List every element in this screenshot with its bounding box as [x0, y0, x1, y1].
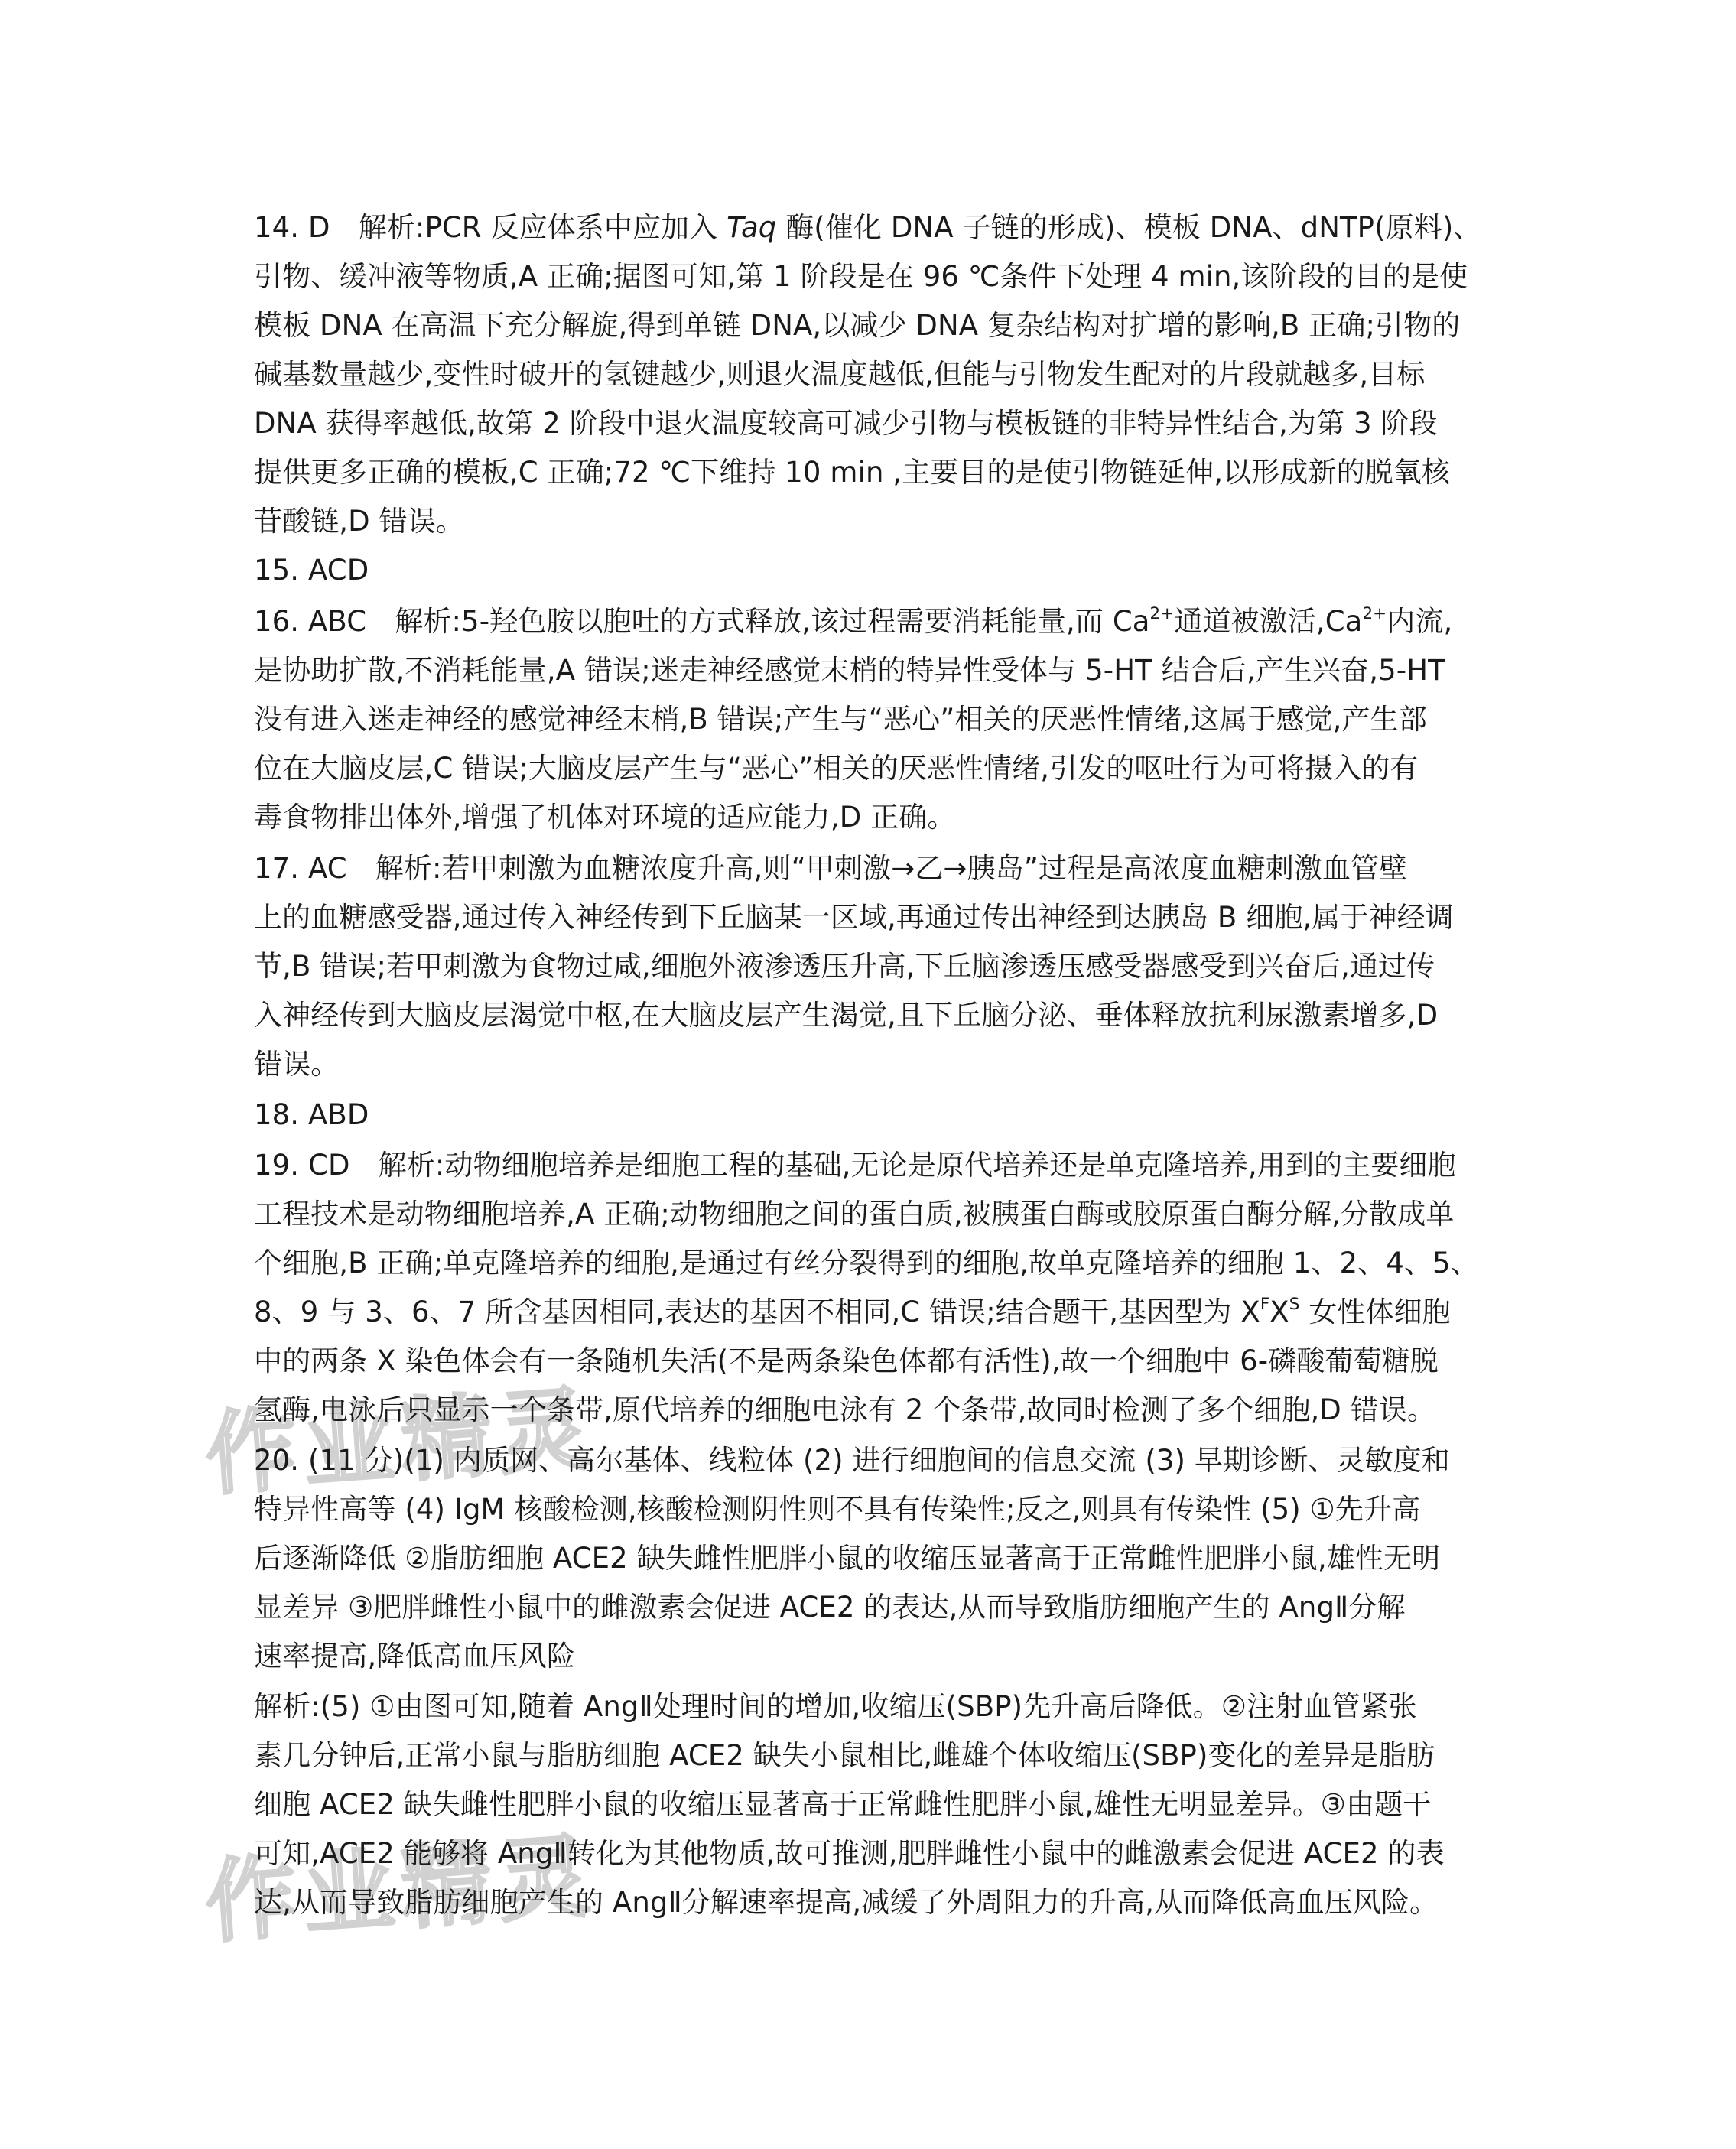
text-line: 素几分钟后,正常小鼠与脂肪细胞 ACE2 缺失小鼠相比,雌雄个体收缩压(SBP)变化的差异是脂肪	[254, 1739, 1435, 1772]
text-line: 碱基数量越少,变性时破开的氢键越少,则退火温度越低,但能与引物发生配对的片段就越多,目标	[254, 358, 1426, 391]
text-line: 解析:(5) ①由图可知,随着 AngⅡ处理时间的增加,收缩压(SBP)先升高后降低。②注射血管紧张	[254, 1690, 1417, 1723]
text-line: 19. CD 解析:动物细胞培养是细胞工程的基础,无论是原代培养还是单克隆培养,用到的主要细胞	[254, 1149, 1456, 1182]
text-line: 细胞 ACE2 缺失雌性肥胖小鼠的收缩压显著高于正常雌性肥胖小鼠,雄性无明显差异。③由题干	[254, 1788, 1432, 1821]
answer-line: 15. ACD	[254, 554, 369, 587]
text-line: 工程技术是动物细胞培养,A 正确;动物细胞之间的蛋白质,被胰蛋白酶或胶原蛋白酶分解,分散成单	[254, 1198, 1455, 1231]
text-line: 中的两条 X 染色体会有一条随机失活(不是两条染色体都有活性),故一个细胞中 6-磷酸葡萄糖脱	[254, 1344, 1439, 1377]
text-line: 16. ABC 解析:5-羟色胺以胞吐的方式释放,该过程需要消耗能量,而 $Ca^{2+}$通道被激活$,Ca^{2+}$内流,	[254, 603, 1453, 638]
text-line: 位在大脑皮层,C 错误;大脑皮层产生与“恶心”相关的厌恶性情绪,引发的呕吐行为可将摄入的有	[254, 752, 1419, 785]
text-line: 17. AC 解析:若甲刺激为血糖浓度升高,则“甲刺激→乙→胰岛”过程是高浓度血糖刺激血管壁	[254, 852, 1408, 885]
text-line: 特异性高等 (4) IgM 核酸检测,核酸检测阴性则不具有传染性;反之,则具有传染性 (5) ①先升高	[254, 1493, 1421, 1526]
text-line: 毒食物排出体外,增强了机体对环境的适应能力,D 正确。	[254, 801, 956, 834]
answer-line: 18. ABD	[254, 1098, 369, 1131]
text-line: 苷酸链,D 错误。	[254, 505, 464, 538]
text-line: 没有进入迷走神经的感觉神经末梢,B 错误;产生与“恶心”相关的厌恶性情绪,这属于感觉,产生部	[254, 703, 1427, 736]
text-line: 引物、缓冲液等物质,A 正确;据图可知,第 1 阶段是在 96 ℃条件下处理 4 min,该阶段的目的是使	[254, 260, 1468, 293]
text-line: 入神经传到大脑皮层渴觉中枢,在大脑皮层产生渴觉,且下丘脑分泌、垂体释放抗利尿激素增多,D	[254, 999, 1439, 1032]
text-line: 氢酶,电泳后只显示一个条带,原代培养的细胞电泳有 2 个条带,故同时检测了多个细胞,D 错误。	[254, 1393, 1436, 1426]
text-line: 上的血糖感受器,通过传入神经传到下丘脑某一区域,再通过传出神经到达胰岛 B 细胞,属于神经调	[254, 901, 1454, 934]
text-line: 后逐渐降低 ②脂肪细胞 ACE2 缺失雌性肥胖小鼠的收缩压显著高于正常雌性肥胖小鼠,雄性无明	[254, 1542, 1441, 1575]
text-line: 模板 DNA 在高温下充分解旋,得到单链 DNA,以减少 DNA 复杂结构对扩增的影响,B 正确;引物的	[254, 309, 1461, 342]
text-line: 可知,ACE2 能够将 AngⅡ转化为其他物质,故可推测,肥胖雌性小鼠中的雌激素会促进 ACE2 的表	[254, 1837, 1445, 1870]
text-line: 显差异 ③肥胖雌性小鼠中的雌激素会促进 ACE2 的表达,从而导致脂肪细胞产生的 AngⅡ分解	[254, 1591, 1406, 1624]
text-line: DNA 获得率越低,故第 2 阶段中退火温度较高可减少引物与模板链的非特异性结合,为第 3 阶段	[254, 407, 1438, 440]
text-line: 节,B 错误;若甲刺激为食物过咸,细胞外液渗透压升高,下丘脑渗透压感受器感受到兴奋后,通过传	[254, 950, 1435, 983]
watermark: 作业精灵	[202, 1375, 600, 1508]
text-line: 20. (11 分)(1) 内质网、高尔基体、线粒体 (2) 进行细胞间的信息交流 (3) 早期诊断、灵敏度和	[254, 1444, 1450, 1477]
text-line: 8、9 与 3、6、7 所含基因相同,表达的基因不相同,C 错误;结合题干,基因型为 $X^FX^S$ 女性体细胞	[254, 1294, 1451, 1328]
text-line: 速率提高,降低高血压风险	[254, 1640, 575, 1673]
text-line: 个细胞,B 正确;单克隆培养的细胞,是通过有丝分裂得到的细胞,故单克隆培养的细胞 1、2、4、5、	[254, 1247, 1479, 1279]
text-line: 错误。	[254, 1048, 340, 1081]
text-line: 提供更多正确的模板,C 正确;72 ℃下维持 10 min ,主要目的是使引物链延伸,以形成新的脱氧核	[254, 456, 1450, 489]
text-line: 达,从而导致脂肪细胞产生的 AngⅡ分解速率提高,减缓了外周阻力的升高,从而降低高血压风险。	[254, 1886, 1439, 1919]
text-line: 是协助扩散,不消耗能量,A 错误;迷走神经感觉末梢的特异性受体与 5-HT 结合后,产生兴奋,5-HT	[254, 654, 1445, 687]
watermark: 作业精灵	[202, 1822, 600, 1956]
text-line: 14. D 解析:PCR 反应体系中应加入 Taq 酶(催化 DNA 子链的形成)、模板 DNA、dNTP(原料)、	[254, 211, 1482, 244]
